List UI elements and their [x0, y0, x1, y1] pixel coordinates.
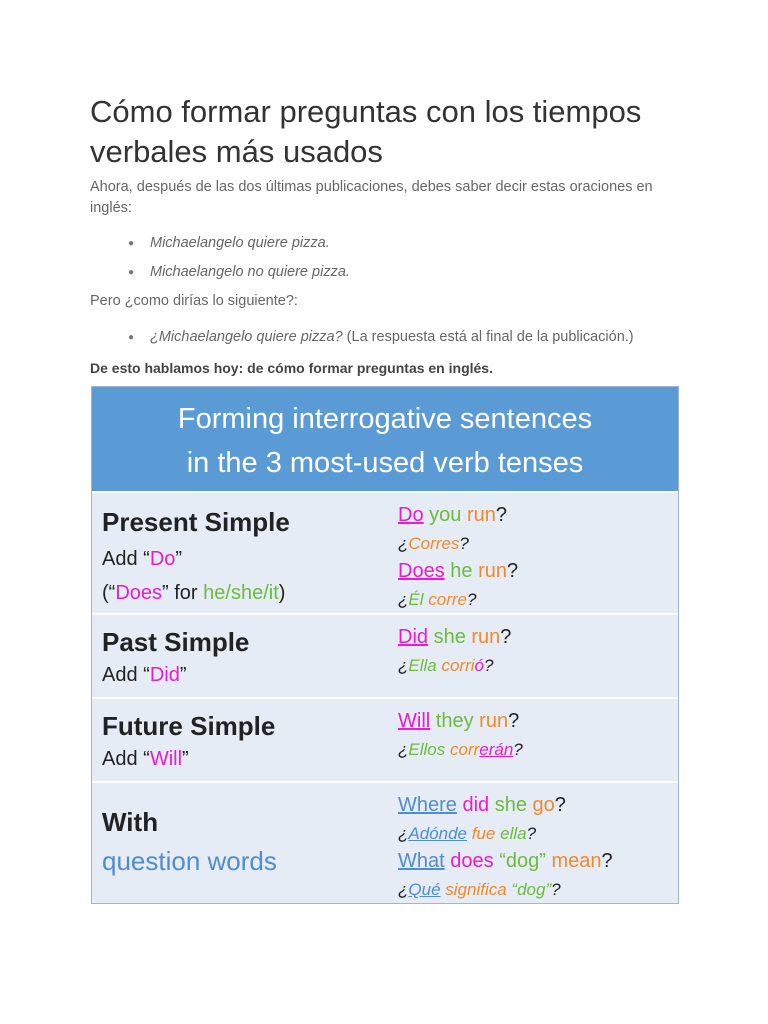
text-fragment: ? [500, 626, 512, 648]
text-fragment: does [450, 850, 494, 872]
text-fragment: Qué [408, 880, 441, 899]
rule-line [102, 745, 189, 773]
text-fragment: What [398, 850, 445, 872]
text-fragment: Add “ [102, 548, 150, 570]
text-fragment: ” [179, 664, 187, 686]
text-fragment: ) [278, 582, 286, 604]
english-question [398, 557, 518, 585]
english-question [398, 501, 507, 529]
row-past-simple [92, 613, 678, 697]
text-fragment: fue [471, 824, 496, 843]
question-example: ¿Michaelangelo quiere pizza? [150, 329, 343, 345]
text-fragment: he [450, 560, 473, 582]
text-fragment: ¿ [398, 824, 409, 843]
rule-line [102, 579, 285, 607]
text-fragment: corre [428, 590, 467, 609]
text-fragment: Add “ [102, 748, 150, 770]
text-fragment: significa [445, 880, 507, 899]
header-line-2: in the 3 most-used verb tenses [186, 447, 584, 479]
text-fragment: run [471, 626, 501, 648]
text-fragment: ¿ [398, 880, 409, 899]
intro-paragraph: Ahora, después de las dos últimas publicaciones, debes saber decir estas oraciones en inglés: [90, 179, 653, 216]
rule-line [102, 545, 182, 573]
question-words-label: question words [102, 846, 277, 876]
rule-line [102, 661, 187, 689]
text-fragment: Add “ [102, 664, 150, 686]
text-fragment: ? [459, 534, 469, 553]
text-fragment: Will [149, 748, 183, 770]
text-fragment: ¿ [398, 534, 409, 553]
text-fragment: Does [115, 582, 163, 604]
list-item: ● Michaelangelo quiere pizza. [0, 229, 350, 258]
text-fragment: ? [513, 740, 523, 759]
text-fragment: ¿ [398, 590, 409, 609]
question-prompt: Pero ¿como dirías lo siguiente?: [90, 293, 298, 309]
text-fragment: run [478, 560, 507, 582]
text-fragment: ? [495, 504, 507, 526]
text-fragment: (“ [102, 582, 116, 604]
list-item [0, 323, 634, 352]
english-question [398, 707, 519, 735]
text-fragment: Do [398, 504, 424, 526]
text-fragment: ella [500, 824, 527, 843]
page-title: Cómo formar preguntas con los tiempos verbales más usados [90, 94, 642, 169]
infographic-header [92, 387, 678, 491]
text-fragment: Do [149, 548, 176, 570]
text-fragment: ” [175, 548, 183, 570]
text-fragment: he/she/it [203, 582, 279, 604]
english-question [398, 623, 511, 651]
text-fragment: ” [182, 748, 189, 770]
text-fragment: Where [398, 794, 457, 816]
tense-title: With [102, 807, 159, 837]
text-fragment: Did [149, 664, 180, 686]
text-fragment: ? [506, 560, 519, 582]
text-fragment: corri [441, 656, 475, 675]
row-present-simple [92, 491, 678, 613]
text-fragment: corr [449, 740, 480, 759]
english-question [398, 791, 566, 819]
tense-title: Present Simple [102, 507, 290, 537]
text-fragment: Ella [408, 656, 437, 675]
text-fragment: ? [466, 590, 477, 609]
header-line-1: Forming interrogative sentences [177, 403, 593, 435]
text-fragment: “dog” [499, 850, 546, 872]
text-fragment: ó [474, 656, 485, 675]
bullet-icon: ● [128, 238, 135, 249]
text-fragment: she [433, 626, 466, 648]
text-fragment: they [435, 710, 474, 732]
grammar-infographic [91, 386, 679, 904]
text-fragment: ¿ [398, 740, 409, 759]
tense-title: Future Simple [102, 711, 276, 741]
text-fragment: Ellos [408, 740, 446, 759]
text-fragment: ? [554, 794, 566, 816]
text-fragment: ? [551, 880, 561, 899]
text-fragment: ¿ [398, 656, 409, 675]
text-fragment: erán [479, 740, 514, 759]
examples-list [0, 229, 350, 287]
today-line: De esto hablamos hoy: de cómo formar preguntas en inglés. [90, 360, 493, 376]
text-fragment: did [462, 794, 490, 816]
spanish-question [398, 877, 561, 903]
english-question [398, 847, 613, 875]
text-fragment: go [532, 794, 555, 816]
text-fragment: “dog” [511, 880, 552, 899]
text-fragment: Corres [408, 534, 460, 553]
question-note: (La respuesta está al final de la publicación.) [342, 329, 634, 345]
text-fragment: run [466, 504, 496, 526]
text-fragment: mean [551, 850, 602, 872]
text-fragment: Does [398, 560, 445, 582]
bullet-icon: ● [128, 332, 135, 343]
text-fragment: Did [398, 626, 429, 648]
spanish-question [398, 737, 523, 763]
text-fragment: Él [408, 590, 424, 609]
text-fragment: ? [484, 656, 494, 675]
text-fragment: you [429, 504, 462, 526]
tense-title: Past Simple [102, 627, 250, 657]
text-fragment: ? [601, 850, 613, 872]
text-fragment: ” for [162, 582, 204, 604]
spanish-question [398, 587, 476, 613]
spanish-question [398, 653, 493, 679]
text-fragment: run [479, 710, 509, 732]
text-fragment: ? [508, 710, 520, 732]
text-fragment: Will [398, 710, 431, 732]
list-item: ● Michaelangelo no quiere pizza. [0, 258, 350, 287]
text-fragment: she [494, 794, 527, 816]
row-question-words [92, 781, 678, 905]
row-future-simple [92, 697, 678, 781]
text-fragment: Adónde [408, 824, 468, 843]
question-list [0, 323, 634, 352]
spanish-question [398, 821, 536, 847]
spanish-question [398, 531, 469, 557]
bullet-icon: ● [128, 267, 135, 278]
text-fragment: ? [526, 824, 537, 843]
